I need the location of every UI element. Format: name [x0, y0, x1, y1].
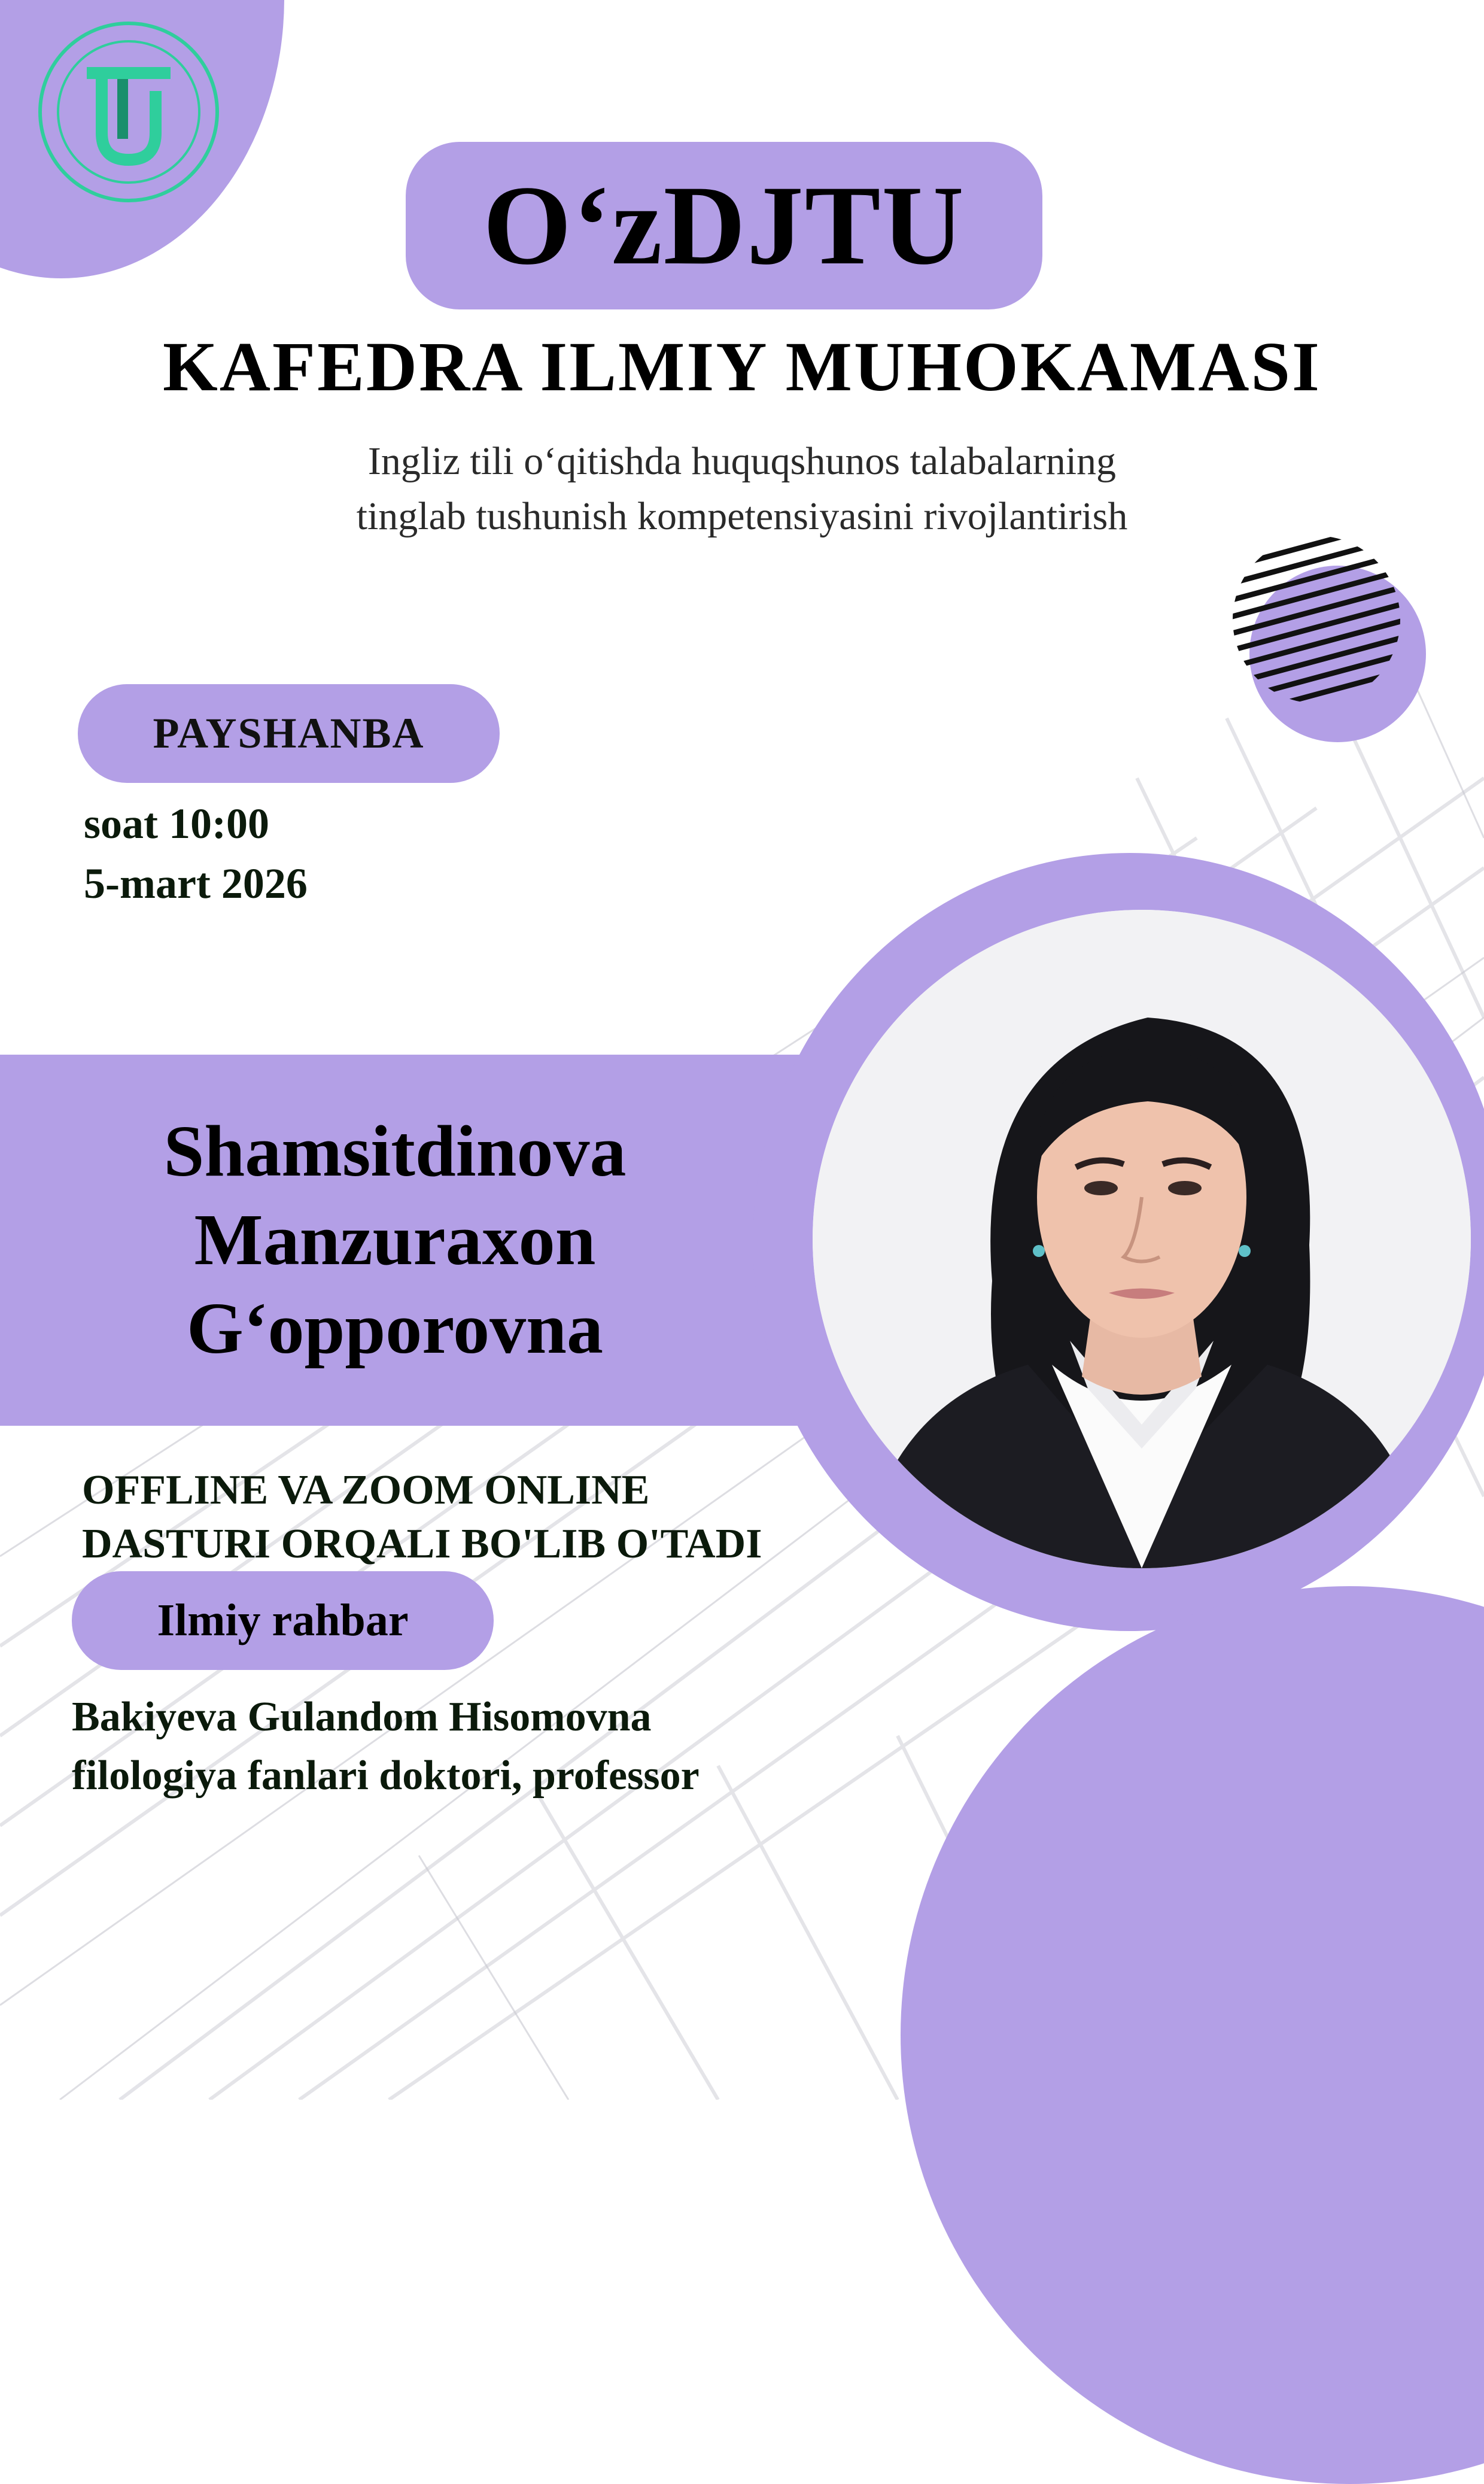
supervisor-name: Bakiyeva Gulandom Hisomovna [72, 1694, 652, 1740]
presenter-name-line-3: G‘opporovna [186, 1288, 604, 1369]
event-mode-line-1: OFFLINE VA ZOOM ONLINE [82, 1467, 650, 1513]
presenter-photo [813, 910, 1471, 1568]
supervisor-title: filologiya fanlari doktori, professor [72, 1753, 700, 1799]
event-mode-text [82, 1463, 762, 1571]
presenter-name-band [0, 1055, 814, 1426]
presenter-name-line-1: Shamsitdinova [163, 1111, 627, 1192]
time-text: soat 10:00 [84, 800, 269, 848]
supervisor-label: Ilmiy rahbar [157, 1595, 409, 1645]
presenter-portrait-icon [813, 910, 1471, 1568]
event-mode-line-2: DASTURI ORQALI BO'LIB O'TADI [82, 1521, 762, 1567]
topic-text [0, 434, 1484, 544]
university-logo-icon [36, 19, 221, 205]
day-label: PAYSHANBA [153, 709, 425, 757]
date-text: 5-mart 2026 [84, 860, 308, 907]
presenter-name-line-2: Manzuraxon [194, 1200, 596, 1280]
supervisor-label-pill [72, 1571, 494, 1670]
topic-line-2: tinglab tushunish kompetensiyasini rivojlantirish [356, 494, 1128, 538]
supervisor-info [72, 1688, 700, 1805]
topic-line-1: Ingliz tili o‘qitishda huquqshunos talabalarning [367, 439, 1117, 483]
striped-circle-icon [1230, 533, 1403, 706]
title-pill [406, 142, 1042, 309]
page-title: O‘zDJTU [483, 163, 965, 289]
day-pill [78, 684, 500, 783]
page-subtitle: KAFEDRA ILMIY MUHOKAMASI [163, 327, 1321, 406]
